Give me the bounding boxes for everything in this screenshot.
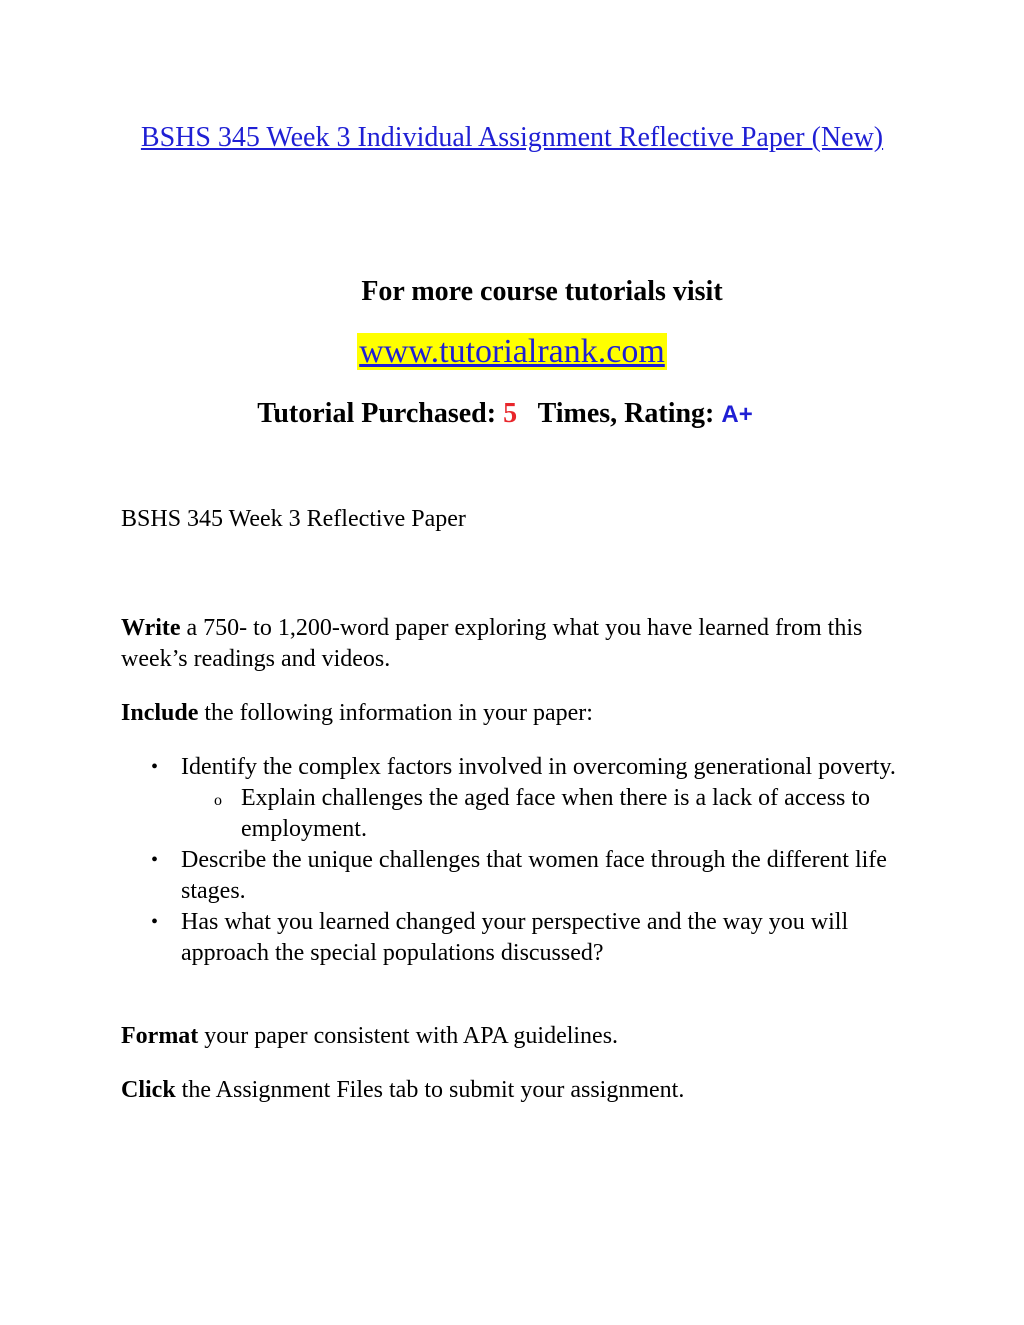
url-container — [0, 330, 1024, 374]
list-item — [121, 907, 921, 969]
visit-heading: For more course tutorials visit — [361, 276, 723, 307]
rating-value: A+ — [721, 401, 753, 428]
bullet-icon: • — [151, 756, 159, 778]
sub-list-item — [121, 783, 921, 845]
click-paragraph — [121, 1075, 921, 1106]
list-item-text: Identify the complex factors involved in overcoming generational poverty. — [181, 754, 896, 780]
document-title — [80, 118, 944, 158]
tutorialrank-link[interactable]: www.tutorialrank.com — [359, 333, 665, 370]
include-keyword: Include — [121, 700, 199, 726]
format-keyword: Format — [121, 1023, 199, 1049]
click-text: the Assignment Files tab to submit your assignment. — [175, 1077, 685, 1103]
bullet-icon: • — [151, 911, 159, 933]
circle-bullet-icon: o — [214, 792, 222, 809]
title-link[interactable]: BSHS 345 Week 3 Individual Assignment Reflective Paper (New) — [140, 122, 884, 153]
requirements-list — [121, 752, 921, 969]
rating-label: Times, Rating: — [537, 398, 715, 429]
include-text: the following information in your paper: — [198, 700, 593, 726]
include-paragraph — [121, 698, 921, 729]
format-paragraph — [121, 1021, 921, 1052]
purchased-label: Tutorial Purchased: — [257, 398, 497, 429]
write-paragraph — [121, 613, 921, 675]
list-item-text: Describe the unique challenges that women face through the different life stages. — [181, 847, 887, 904]
click-keyword: Click — [121, 1077, 176, 1103]
list-item-text: Has what you learned changed your perspective and the way you will approach the special populations discussed? — [181, 909, 849, 966]
assignment-subtitle: BSHS 345 Week 3 Reflective Paper — [121, 506, 466, 532]
write-text: a 750- to 1,200-word paper exploring what you have learned from this week’s readings and videos. — [121, 615, 863, 672]
bullet-icon: • — [151, 849, 159, 871]
purchase-info — [0, 394, 1010, 435]
purchased-count: 5 — [503, 398, 518, 429]
write-keyword: Write — [121, 615, 181, 641]
sub-list-item-text: Explain challenges the aged face when there is a lack of access to employment. — [241, 785, 871, 842]
format-text: your paper consistent with APA guidelines. — [198, 1023, 619, 1049]
list-item — [121, 752, 921, 783]
list-item — [121, 845, 921, 907]
